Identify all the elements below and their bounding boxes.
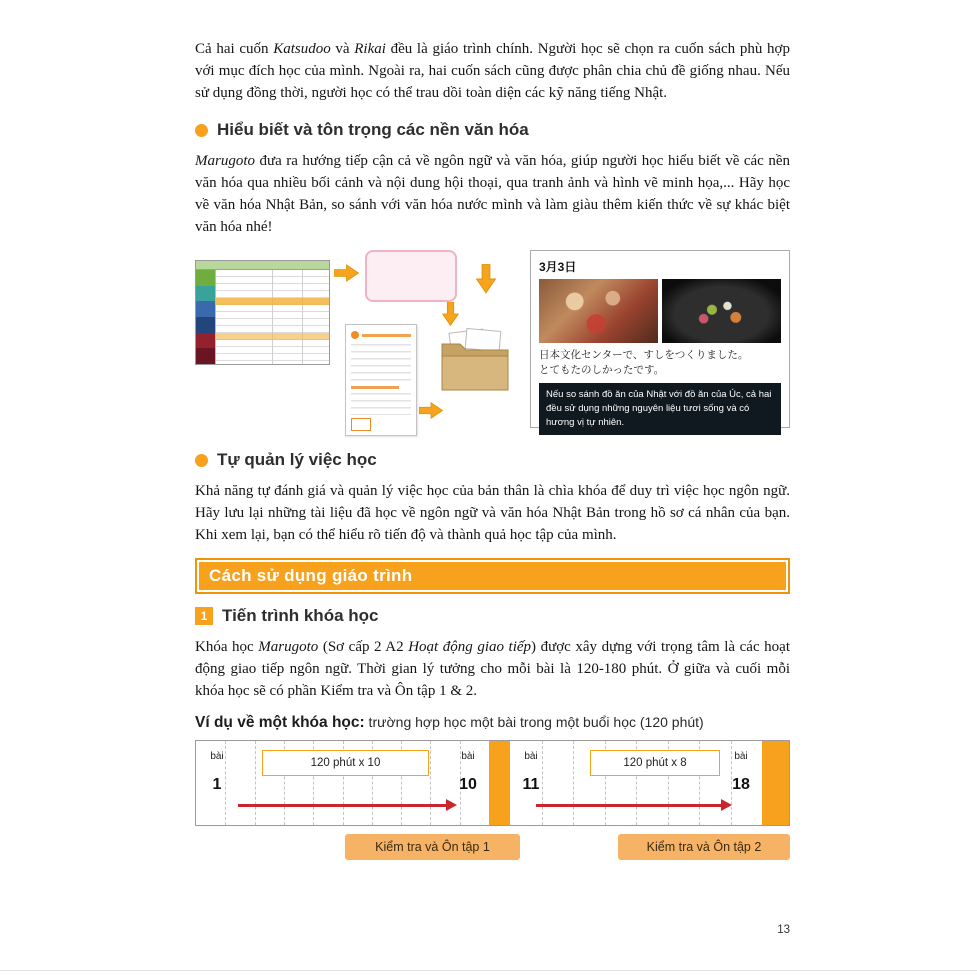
book-title-marugoto: Marugoto	[195, 153, 255, 169]
section-heading-self-manage	[195, 450, 790, 470]
text-run: Cả hai cuốn	[195, 41, 274, 57]
vietnamese-note: Nếu so sánh đồ ăn của Nhật với đồ ăn của Úc, cả hai đều sử dụng những nguyên liệu tươi sống và có hương vị tự nhiên.	[539, 383, 781, 435]
lesson-end-node	[726, 751, 756, 794]
lesson-word: bài	[524, 751, 538, 762]
dashed-grid-line	[573, 741, 574, 825]
text-run: Khóa học	[195, 639, 259, 655]
text-run: đưa ra hướng tiếp cận cả về ngôn ngữ và văn hóa, giúp người học hiểu biết về các nền văn hóa qua nhiều bối cảnh và nội dung hội thoại, qua tranh ảnh và hình vẽ minh họa,... Hãy học về văn hóa Nhật Bản, so sánh với văn hóa nước mình và làm giàu thêm kiến thức về sự khác biệt văn hóa nhé!	[195, 153, 790, 235]
course-paragraph	[195, 636, 790, 702]
text-run: đều là giáo trình chính. Người học sẽ chọn ra cuốn sách phù hợp với mục đích học của mình. Ngoài ra, hai cuốn sách cũng được phân chia chủ đề giống nhau. Nếu sử dụng đồng thời, người học có thể trau dồi toàn diện các kỹ năng tiếng Nhật.	[195, 41, 790, 101]
side-cell	[196, 317, 215, 333]
worksheet-thumbnail	[345, 324, 417, 436]
timeline-review-labels	[195, 826, 790, 860]
lesson-word: bài	[210, 751, 224, 762]
lesson-number: 10	[459, 776, 477, 793]
caption-line: とてもたのしかったです。	[539, 364, 665, 376]
dashed-grid-line	[255, 741, 256, 825]
text-run: (Sơ cấp 2 A2	[318, 639, 409, 655]
photo-sushi-plate	[662, 279, 781, 343]
flow-arrow-down-icon	[476, 262, 496, 296]
section-number-badge: 1	[195, 607, 213, 625]
text-run: ) được xây dựng với trọng tâm là các hoạt động giao tiếp ngôn ngữ. Thời gian lý tưởng cho mỗi bài là 120-180 phút. Ở giữa và cuối mỗi khóa học sẽ có phần Kiểm tra và Ôn tập 1 & 2.	[195, 639, 790, 699]
lesson-word: bài	[734, 751, 748, 762]
flow-arrow-right-icon	[334, 264, 359, 282]
dashed-grid-line	[430, 741, 431, 825]
review-label-2: Kiểm tra và Ôn tập 2	[618, 834, 790, 860]
lesson-start-node	[516, 751, 546, 794]
course-progress-heading	[195, 606, 790, 626]
japanese-caption	[539, 348, 781, 378]
review-bar-2	[762, 741, 789, 825]
bullet-icon	[195, 454, 208, 467]
worksheet-orange-line	[351, 386, 399, 389]
curriculum-table-thumbnail	[195, 260, 330, 365]
section-title: Tiến trình khóa học	[222, 606, 379, 625]
table-body	[196, 270, 329, 364]
portfolio-folder-icon	[438, 328, 512, 394]
culture-paragraph	[195, 150, 790, 238]
worksheet-lines	[351, 393, 411, 415]
photo-row	[539, 279, 781, 343]
progress-arrow-icon	[536, 804, 722, 807]
lesson-word: bài	[461, 751, 475, 762]
side-cell	[196, 333, 215, 349]
table-rows	[216, 270, 329, 364]
intro-paragraph	[195, 38, 790, 104]
duration-box: 120 phút x 8	[590, 750, 720, 776]
text-run: và	[330, 41, 355, 57]
timeline-segment-1	[196, 741, 489, 825]
worksheet-header	[351, 331, 411, 339]
review-label-1: Kiểm tra và Ôn tập 1	[345, 834, 520, 860]
example-desc: trường hợp học một bài trong một buổi học (120 phút)	[364, 714, 704, 730]
example-label: Ví dụ về một khóa học:	[195, 714, 365, 731]
lesson-number: 1	[212, 776, 222, 793]
page-number: 13	[777, 924, 790, 936]
timeline-band	[195, 740, 790, 826]
progress-arrow-icon	[238, 804, 447, 807]
book-title-katsudoo: Katsudoo	[273, 41, 331, 57]
page-content	[195, 38, 790, 860]
usage-banner	[195, 558, 790, 594]
example-line	[195, 714, 790, 732]
timeline-segment-2	[510, 741, 762, 825]
worksheet-checkbox	[351, 418, 371, 431]
course-timeline	[195, 740, 790, 860]
lesson-number: 11	[522, 776, 540, 793]
culture-photo-card	[530, 250, 790, 428]
self-manage-paragraph: Khả năng tự đánh giá và quản lý việc học của bản thân là chìa khóa để duy trì việc học ngôn ngữ. Hãy lưu lại những tài liệu đã học về ngôn ngữ và văn hóa Nhật Bản trong hồ sơ cá nhân của bạn. Khi xem lại, bạn có thể hiểu rõ tiến độ và thành quả học tập của mình.	[195, 483, 790, 543]
side-cell	[196, 286, 215, 302]
banner-title: Cách sử dụng giáo trình	[199, 562, 786, 590]
review-bar-1	[489, 741, 510, 825]
side-cell	[196, 301, 215, 317]
side-cell	[196, 348, 215, 364]
caption-line: 日本文化センターで、すしをつくりました。	[539, 349, 749, 361]
footer-divider	[0, 970, 977, 971]
section-title: Tự quản lý việc học	[217, 450, 377, 469]
flow-arrow-right-icon	[419, 402, 443, 419]
rule-line	[362, 334, 411, 337]
book-title-marugoto: Marugoto	[258, 639, 319, 655]
lesson-number: 18	[732, 776, 750, 793]
photo-sushi-making	[539, 279, 658, 343]
side-cell	[196, 270, 215, 286]
photo-date: 3月3日	[539, 260, 577, 274]
bullet-icon	[195, 124, 208, 137]
worksheet-lines	[351, 344, 411, 382]
culture-figure	[195, 250, 790, 440]
course-level-italic: Hoạt động giao tiếp	[408, 639, 532, 655]
table-side-column	[196, 270, 216, 364]
pink-card-thumbnail	[365, 250, 457, 302]
lesson-end-node	[453, 751, 483, 794]
section-heading-culture	[195, 120, 790, 140]
section-title: Hiểu biết và tôn trọng các nền văn hóa	[217, 120, 529, 139]
duration-box: 120 phút x 10	[262, 750, 429, 776]
dot-icon	[351, 331, 359, 339]
lesson-start-node	[202, 751, 232, 794]
book-title-rikai: Rikai	[354, 41, 386, 57]
flow-arrow-down-icon	[442, 302, 459, 326]
table-header-strip	[196, 261, 329, 270]
